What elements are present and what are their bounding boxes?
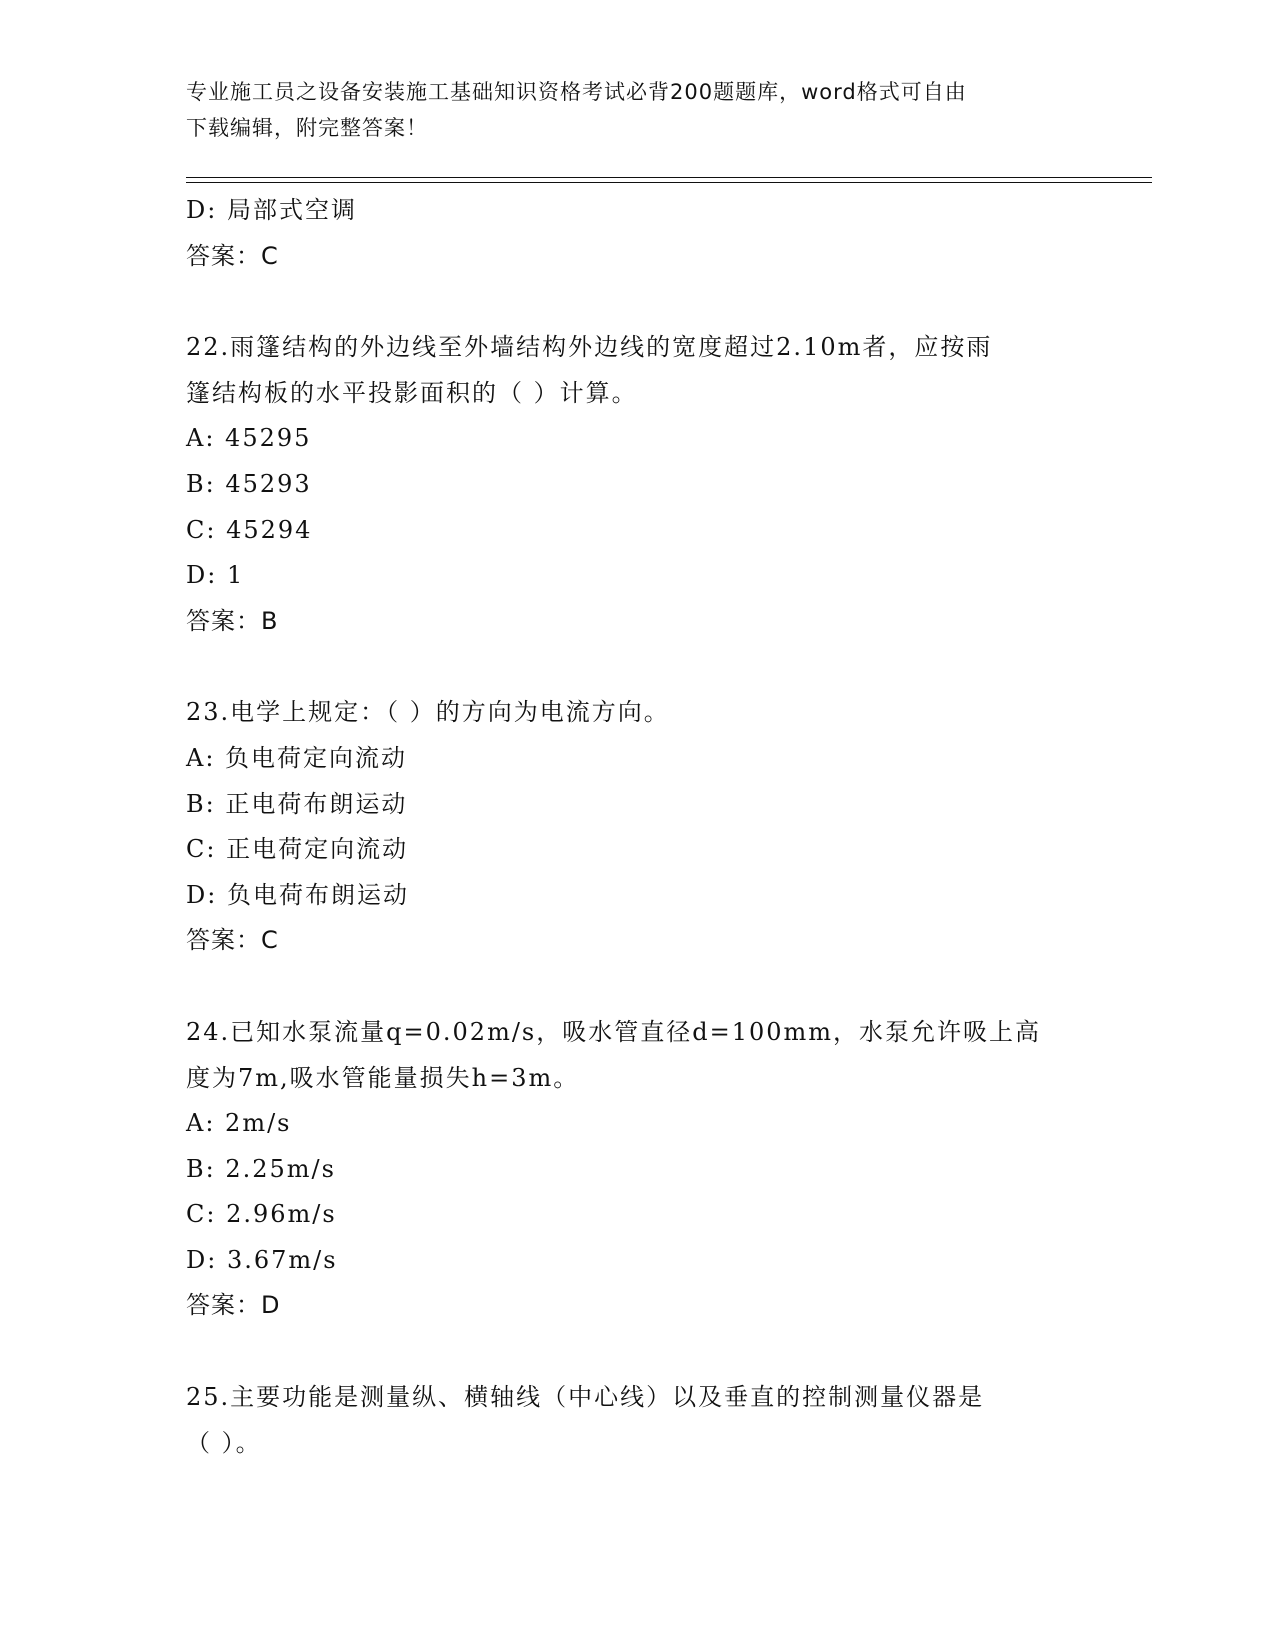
question-24-stem-line-2: 度为7m,吸水管能量损失h=3m。 [186, 1063, 580, 1092]
question-22-stem-line-1: 22.雨篷结构的外边线至外墙结构外边线的宽度超过2.10m者，应按雨 [186, 333, 993, 362]
question-23-option-a: A: 负电荷定向流动 [186, 743, 408, 772]
document-header [186, 74, 1086, 146]
question-22-option-d: D: 1 [186, 561, 245, 590]
question-23-stem-line-1: 23.电学上规定：（ ）的方向为电流方向。 [186, 698, 670, 727]
spacer [186, 964, 1086, 1010]
question-23-option-c: C: 正电荷定向流动 [186, 835, 409, 864]
question-22-stem-line-2: 篷结构板的水平投影面积的（ ）计算。 [186, 378, 638, 407]
spacer [186, 1329, 1086, 1375]
question-list [186, 188, 1086, 1466]
question-25 [186, 1375, 1086, 1466]
question-24 [186, 1010, 1086, 1329]
question-22-answer: 答案：B [186, 606, 279, 635]
question-22 [186, 325, 1086, 644]
question-23-answer: 答案：C [186, 926, 279, 955]
question-24-option-a: A: 2m/s [186, 1109, 292, 1138]
prev-option-d: D: 局部式空调 [186, 196, 357, 224]
spacer [186, 644, 1086, 690]
spacer [186, 279, 1086, 325]
question-23 [186, 690, 1086, 964]
header-line-1: 专业施工员之设备安装施工基础知识资格考试必背200题题库，word格式可自由 [186, 80, 967, 104]
question-24-answer: 答案：D [186, 1291, 281, 1320]
question-23-option-b: B: 正电荷布朗运动 [186, 789, 408, 818]
header-rule-top [186, 177, 1152, 178]
question-25-stem-line-1: 25.主要功能是测量纵、横轴线（中心线）以及垂直的控制测量仪器是 [186, 1383, 985, 1412]
question-22-option-a: A: 45295 [186, 424, 312, 453]
question-22-option-c: C: 45294 [186, 515, 313, 544]
question-23-option-d: D: 负电荷布朗运动 [186, 880, 409, 909]
question-22-option-b: B: 45293 [186, 469, 312, 498]
question-24-option-b: B: 2.25m/s [186, 1154, 336, 1183]
question-24-stem-line-1: 24.已知水泵流量q=0.02m/s，吸水管直径d=100mm，水泵允许吸上高 [186, 1017, 1042, 1046]
header-rule-bottom [186, 182, 1152, 183]
question-24-option-d: D: 3.67m/s [186, 1245, 338, 1274]
question-25-stem-line-2: （ ）。 [186, 1428, 262, 1457]
question-24-option-c: C: 2.96m/s [186, 1200, 337, 1229]
header-line-2: 下载编辑，附完整答案！ [186, 116, 428, 140]
prev-answer: 答案：C [186, 241, 279, 270]
